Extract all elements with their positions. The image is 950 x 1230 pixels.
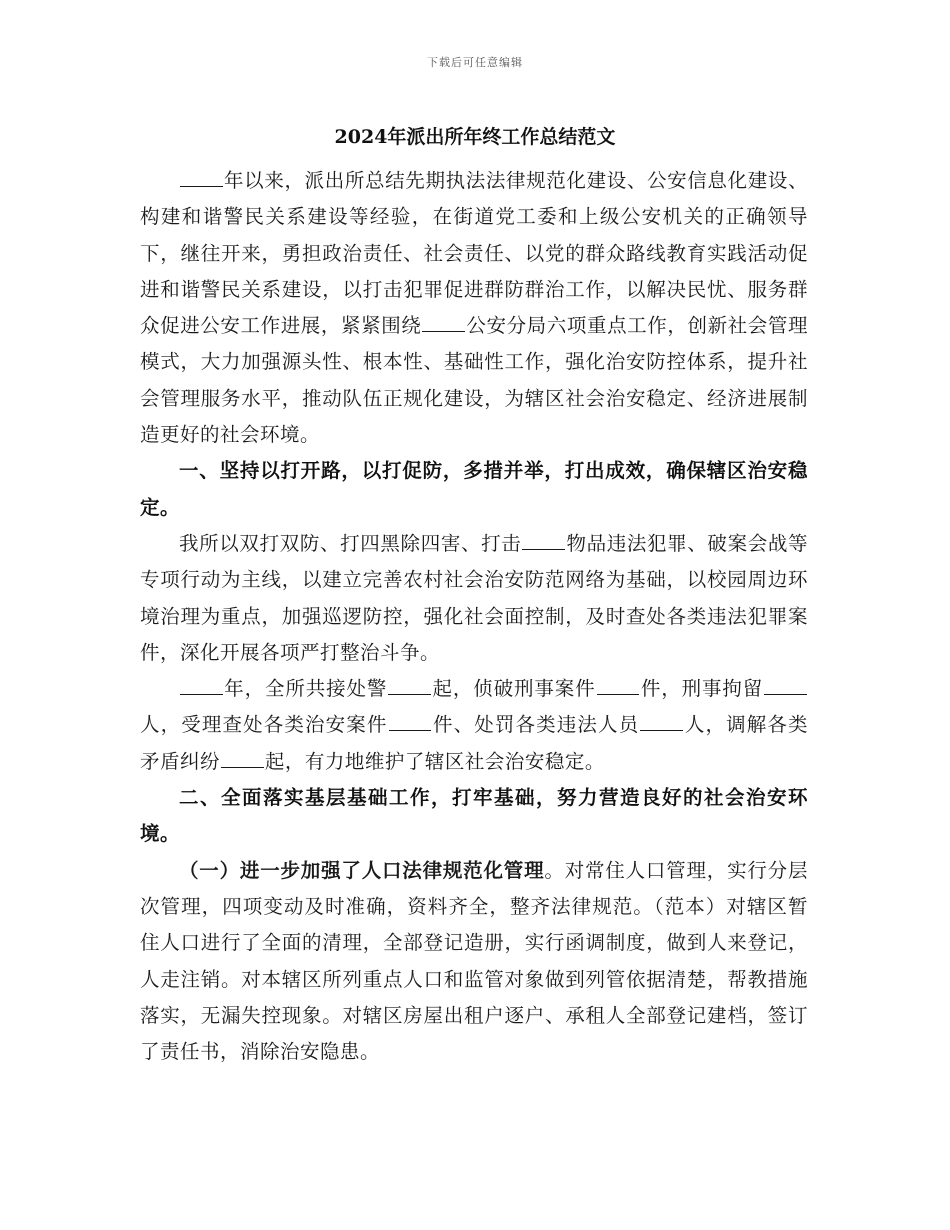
- fill-blank: [388, 676, 431, 696]
- fill-blank: [221, 748, 264, 768]
- fill-blank: [180, 167, 223, 187]
- document-title: 2024年派出所年终工作总结范文: [334, 126, 616, 148]
- paragraph-population-management: （一）进一步加强了人口法律规范化管理。对常住人口管理，实行分层次管理，四项变动及时准确，资料齐全，整齐法律规范。（范本）对辖区暂住人口进行了全面的清理，全部登记造册，实行函调制度，做到人来登记，人走注销。对本辖区所列重点人口和监管对象做到列管依据清楚，帮教措施落实，无漏失控现象。对辖区房屋出租户逐户、承租人全部登记建档，签订了责任书，消除治安隐患。: [140, 858, 808, 1064]
- fill-blank: [522, 530, 565, 550]
- fill-blank: [422, 313, 465, 333]
- section-heading-1: 一、坚持以打开路，以打促防，多措并举，打出成效，确保辖区治安稳定。: [140, 459, 808, 519]
- page-header-note: 下载后可任意编辑: [427, 56, 523, 69]
- fill-blank: [640, 712, 683, 732]
- fill-blank: [180, 676, 223, 696]
- paragraph-crackdown: 我所以双打双防、打四黑除四害、打击 物品违法犯罪、破案会战等专项行动为主线，以建立完善农村社会治安防范网络为基础，以校园周边环境治理为重点，加强巡逻防控，强化社会面控制，及时查处各类违法犯罪案件，深化开展各项严打整治斗争。: [140, 531, 808, 664]
- paragraph-intro: 年以来，派出所总结先期执法法律规范化建设、公安信息化建设、构建和谐警民关系建设等经验，在街道党工委和上级公安机关的正确领导下，继往开来，勇担政治责任、社会责任、以党的群众路线教育实践活动促进和谐警民关系建设，以打击犯罪促进群防群治工作，以解决民忧、服务群众促进公安工作进展，紧紧围绕 公安分局六项重点工作，创新社会管理模式，大力加强源头性、根本性、基础性工作，强化治安防控体系，提升社会管理服务水平，推动队伍正规化建设，为辖区社会治安稳定、经济进展制造更好的社会环境。: [140, 169, 808, 447]
- subsection-lead: （一）进一步加强了人口法律规范化管理: [179, 858, 545, 882]
- fill-blank: [764, 676, 807, 696]
- document-body: [140, 163, 808, 1070]
- section-heading-2: 二、全面落实基层基础工作，打牢基础，努力营造良好的社会治安环境。: [140, 786, 808, 846]
- paragraph-statistics: 年，全所共接处警 起，侦破刑事案件 件，刑事拘留人，受理查处各类治安案件 件、处罚各类违法人员 人，调解各类矛盾纠纷 起，有力地维护了辖区社会治安稳定。: [140, 677, 808, 773]
- fill-blank: [389, 712, 432, 732]
- fill-blank: [597, 676, 640, 696]
